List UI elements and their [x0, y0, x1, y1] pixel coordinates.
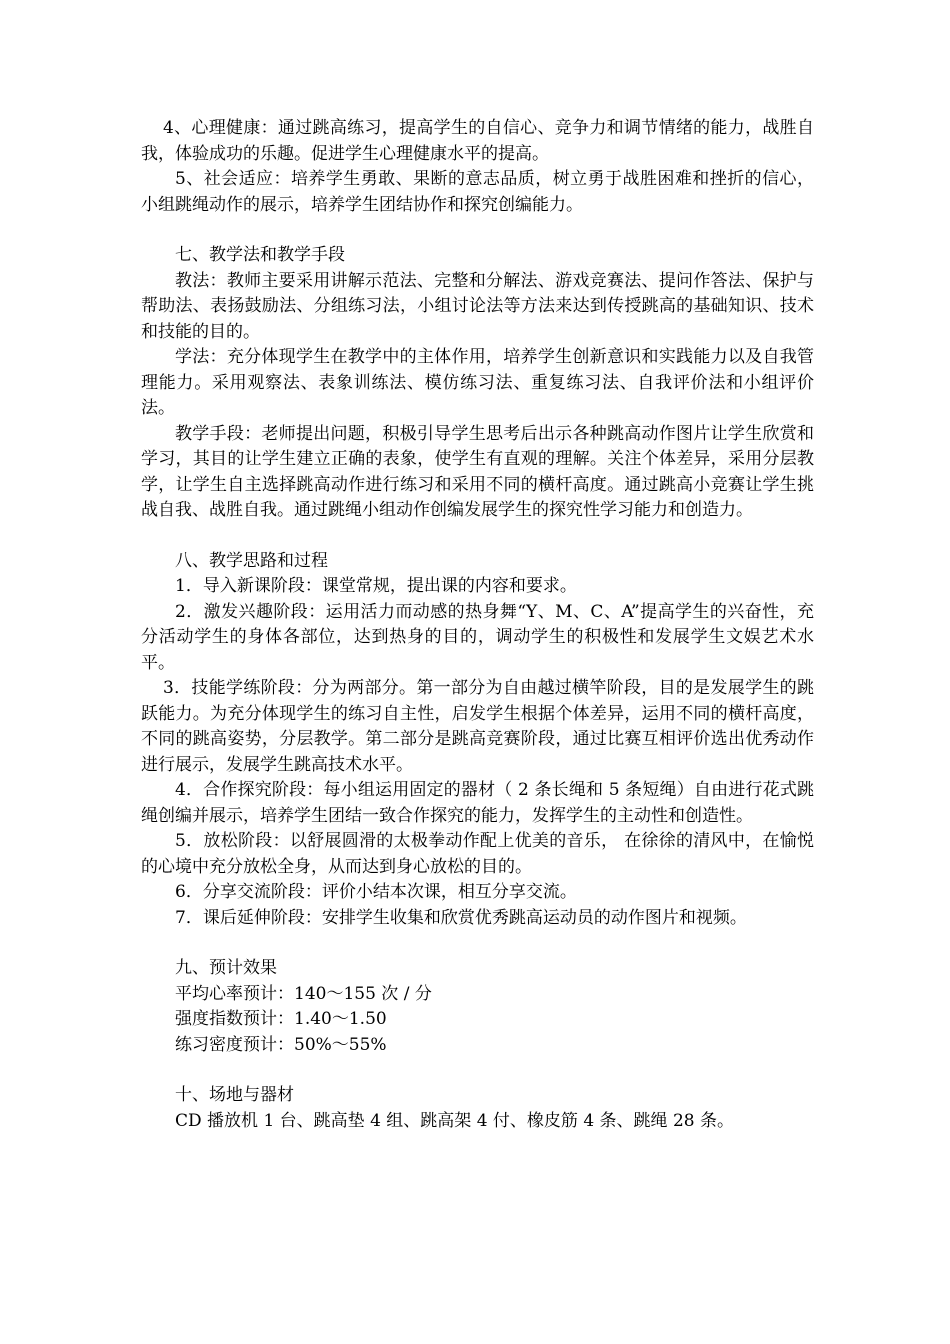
- paragraph-teaching-method: 教法：教师主要采用讲解示范法、完整和分解法、游戏竞赛法、提问作答法、保护与帮助法、表扬鼓励法、分组练习法，小组讨论法等方法来达到传授跳高的基础知识、技术和技能的目的。: [141, 270, 814, 342]
- section-heading-teaching-process: 八、教学思路和过程: [175, 550, 328, 571]
- list-item-step-7: 7．课后延伸阶段：安排学生收集和欣赏优秀跳高运动员的动作图片和视频。: [175, 907, 747, 928]
- paragraph-teaching-means: 教学手段：老师提出问题，积极引导学生思考后出示各种跳高动作图片让学生欣赏和学习，其目的让学生建立正确的表象，使学生有直观的理解。关注个体差异，采用分层教学，让学生自主选择跳高动作进行练习和采用不同的横杆高度。通过跳高小竞赛让学生挑战自我、战胜自我。通过跳绳小组动作创编发展学生的探究性学习能力和创造力。: [141, 423, 814, 520]
- list-item-step-1: 1．导入新课阶段：课堂常规，提出课的内容和要求。: [175, 576, 577, 596]
- list-item-step-4: 4．合作探究阶段：每小组运用固定的器材（ 2 条长绳和 5 条短绳）自由进行花式跳绳创编并展示，培养学生团结一致合作探究的能力，发挥学生的主动性和创造性。: [141, 780, 814, 826]
- paragraph-social-adaptation: 5、社会适应：培养学生勇敢、果断的意志品质，树立勇于战胜困难和挫折的信心，小组跳绳动作的展示，培养学生团结协作和探究创编能力。: [141, 169, 814, 215]
- list-item-step-5: 5．放松阶段：以舒展圆滑的太极拳动作配上优美的音乐， 在徐徐的清风中，在愉悦的心境中充分放松全身，从而达到身心放松的目的。: [141, 831, 814, 877]
- section-heading-teaching-methods: 七、教学法和教学手段: [175, 245, 345, 265]
- paragraph-learning-method: 学法：充分体现学生在教学中的主体作用，培养学生创新意识和实践能力以及自我管理能力。采用观察法、表象训练法、模仿练习法、重复练习法、自我评价法和小组评价法。: [141, 347, 814, 418]
- paragraph-equipment-list: CD 播放机 1 台、跳高垫 4 组、跳高架 4 付、橡皮筋 4 条、跳绳 28 条。: [175, 1110, 734, 1131]
- expected-intensity-index: 强度指数预计：1.40～1.50: [175, 1009, 387, 1029]
- section-heading-venue-equipment: 十、场地与器材: [175, 1085, 294, 1105]
- section-heading-expected-effect: 九、预计效果: [175, 958, 277, 978]
- expected-practice-density: 练习密度预计：50%～55%: [175, 1034, 387, 1055]
- expected-heart-rate: 平均心率预计：140～155 次 / 分: [175, 983, 432, 1004]
- list-item-step-6: 6．分享交流阶段：评价小结本次课，相互分享交流。: [175, 882, 577, 902]
- list-item-step-3: 3．技能学练阶段：分为两部分。第一部分为自由越过横竿阶段，目的是发展学生的跳跃能力。为充分体现学生的练习自主性，启发学生根据个体差异，运用不同的横杆高度，不同的跳高姿势，分层教学。第二部分是跳高竞赛阶段，通过比赛互相评价选出优秀动作进行展示，发展学生跳高技术水平。: [141, 678, 814, 775]
- paragraph-mental-health: 4、心理健康：通过跳高练习，提高学生的自信心、竞争力和调节情绪的能力，战胜自我，体验成功的乐趣。促进学生心理健康水平的提高。: [141, 118, 814, 164]
- list-item-step-2: 2．激发兴趣阶段：运用活力而动感的热身舞“Y、M、C、A”提高学生的兴奋性，充分活动学生的身体各部位，达到热身的目的，调动学生的积极性和发展学生文娱艺术水平。: [141, 601, 814, 673]
